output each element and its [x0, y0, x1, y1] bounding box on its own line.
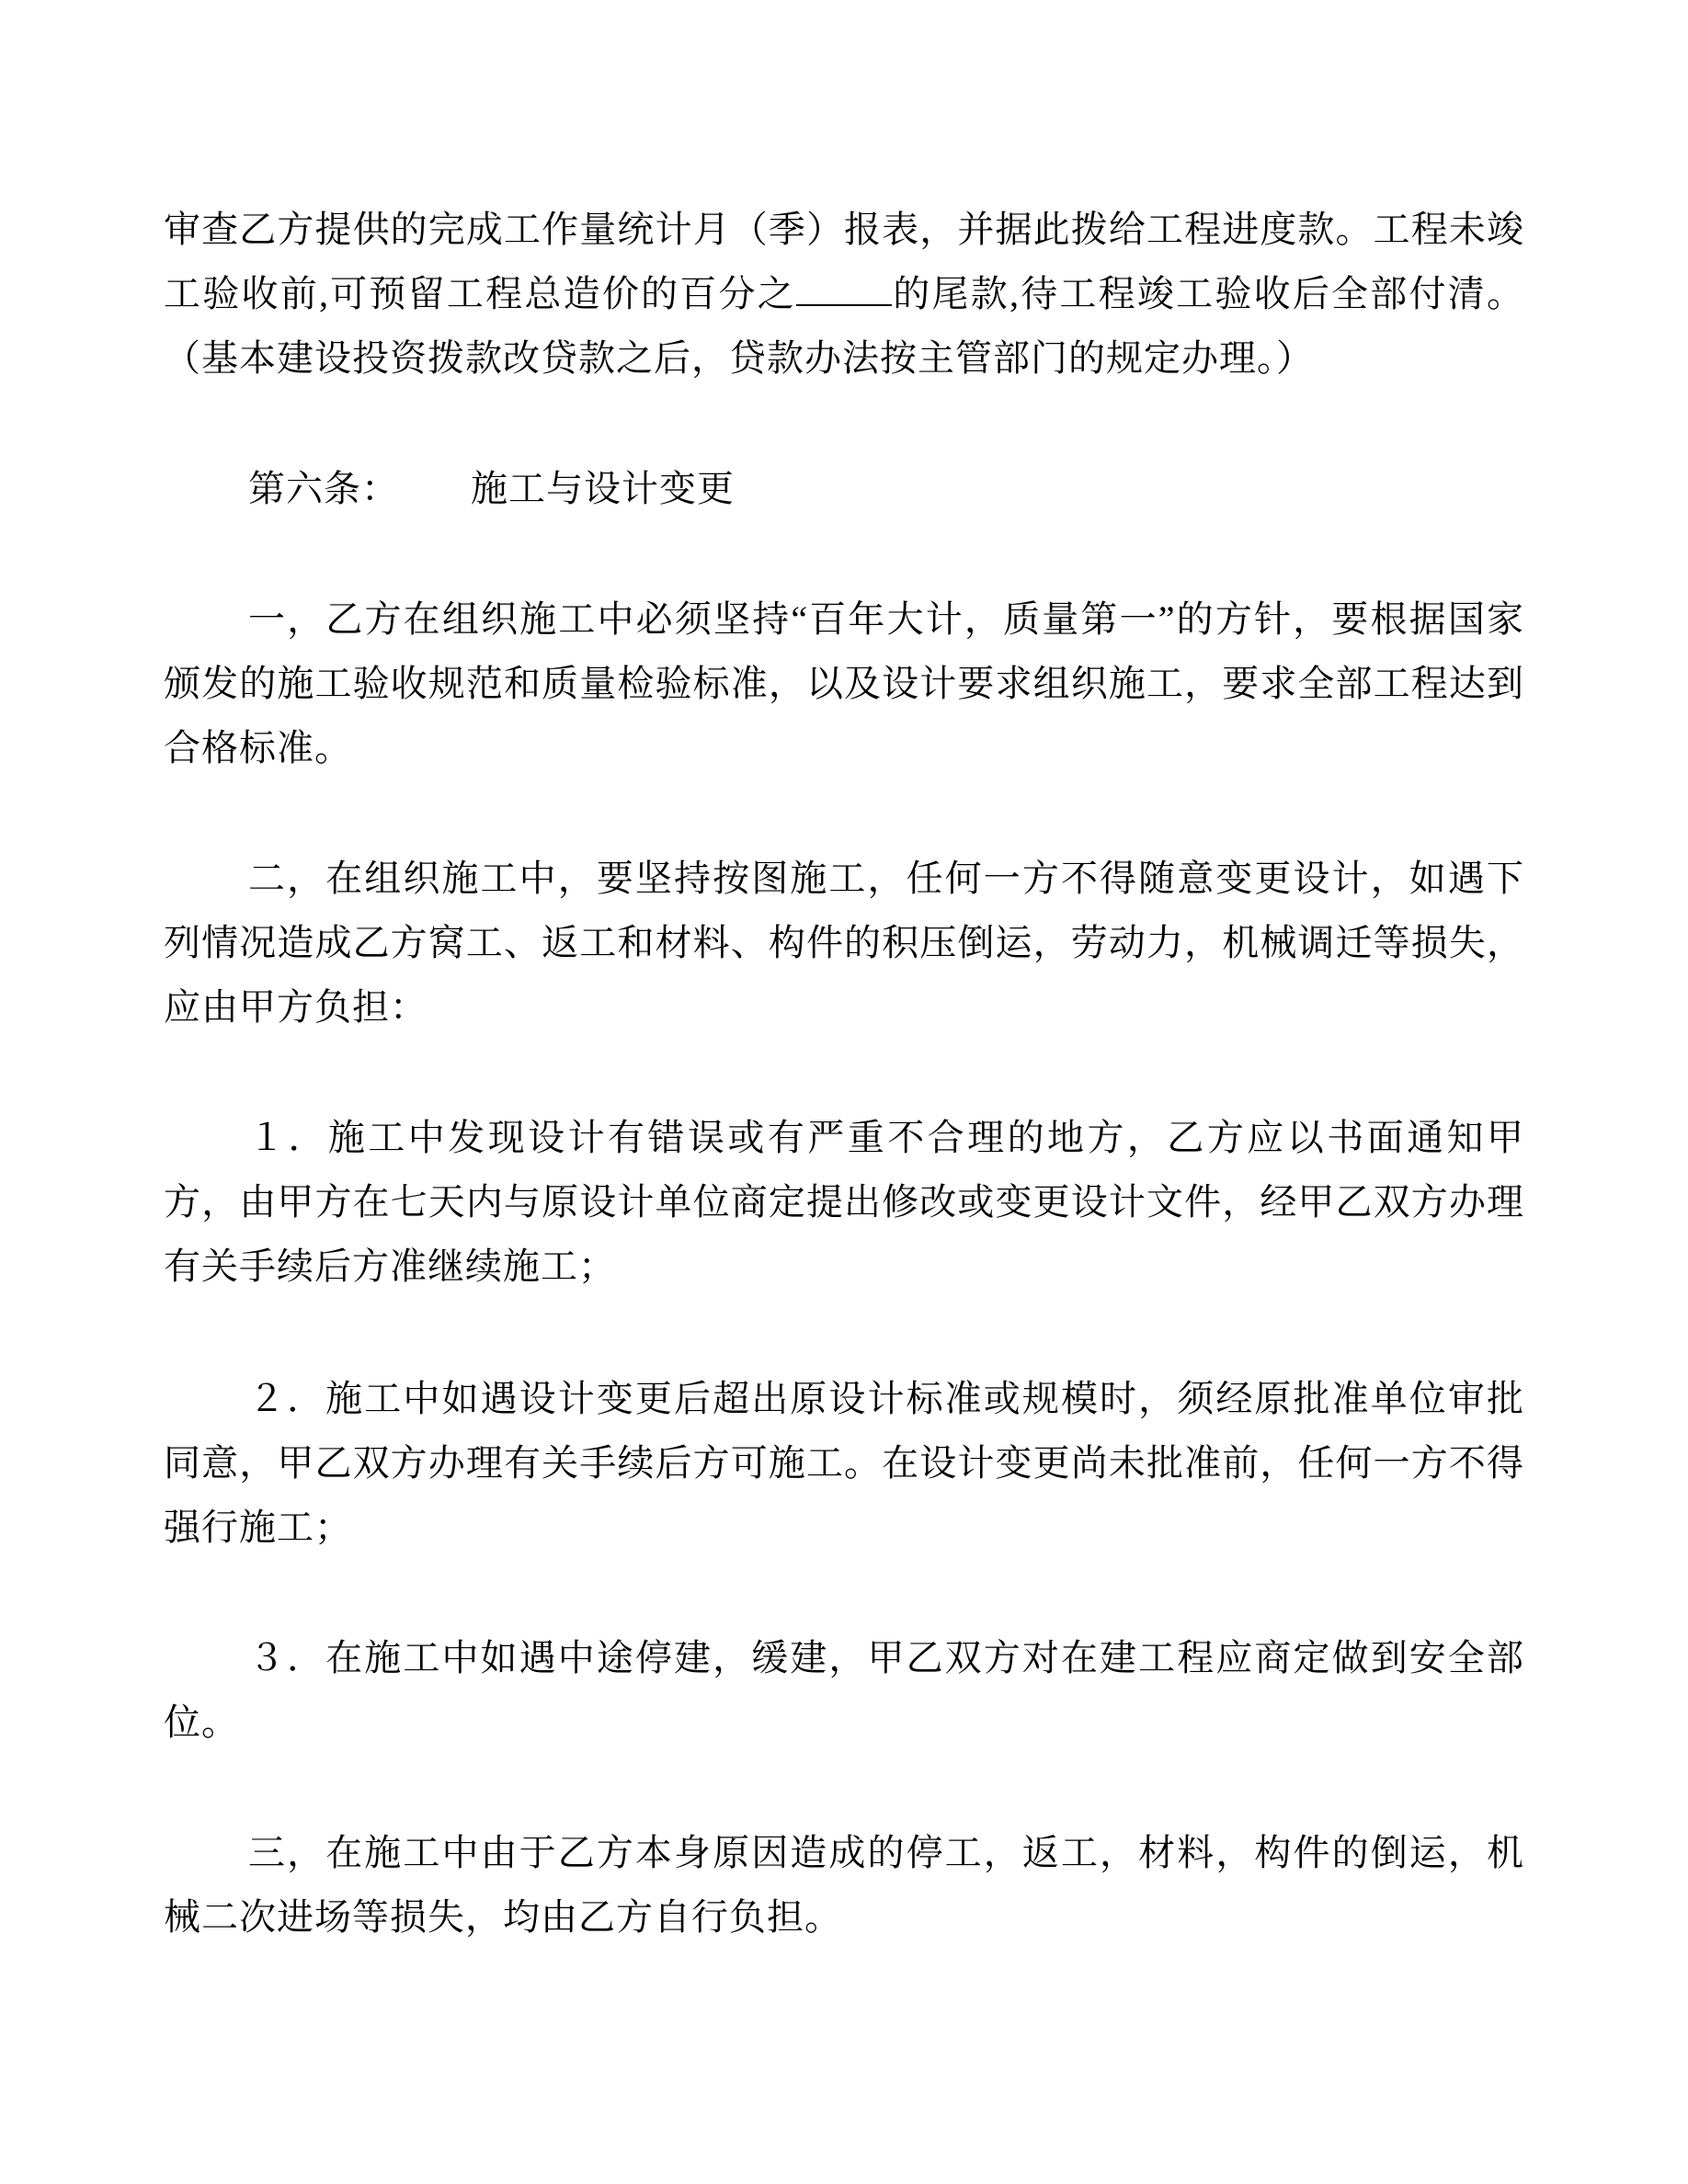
- article-heading: [164, 457, 1524, 521]
- paragraph-intro: [164, 198, 1524, 391]
- paragraph-clause-two: 二，在组织施工中，要坚持按图施工，任何一方不得随意变更设计，如遇下列情况造成乙方窝工、返工和材料、构件的积压倒运，劳动力，机械调迁等损失，应由甲方负担：: [164, 858, 1524, 1028]
- intro-text-after-blank: 的尾款,待工程竣工验收后全部付清。（基本建设投资拨款改贷款之后，贷款办法按主管部门的规定办理。）: [164, 273, 1524, 379]
- paragraph-clause-one: 一，乙方在组织施工中必须坚持“百年大计，质量第一”的方针，要根据国家颁发的施工验收规范和质量检验标准，以及设计要求组织施工，要求全部工程达到合格标准。: [164, 598, 1524, 768]
- paragraph-item-1: １．施工中发现设计有错误或有严重不合理的地方，乙方应以书面通知甲方，由甲方在七天内与原设计单位商定提出修改或变更设计文件，经甲乙双方办理有关手续后方准继续施工；: [164, 1117, 1524, 1287]
- percentage-blank-underline: [796, 267, 892, 306]
- paragraph-item-2: ２．施工中如遇设计变更后超出原设计标准或规模时，须经原批准单位审批同意，甲乙双方办理有关手续后方可施工。在设计变更尚未批准前，任何一方不得强行施工；: [164, 1378, 1524, 1548]
- paragraph-item-3: ３．在施工中如遇中途停建，缓建，甲乙双方对在建工程应商定做到安全部位。: [164, 1637, 1524, 1743]
- article-title: 施工与设计变更: [471, 468, 735, 509]
- article-number: 第六条：: [248, 468, 399, 509]
- paragraph-clause-three: 三，在施工中由于乙方本身原因造成的停工，返工，材料，构件的倒运，机械二次进场等损失，均由乙方自行负担。: [164, 1832, 1524, 1938]
- intro-text-before-blank: 审查乙方提供的完成工作量统计月（季）报表，并据此拨给工程进度款。工程未竣工验收前,可预留工程总造价的百分之: [164, 209, 1524, 314]
